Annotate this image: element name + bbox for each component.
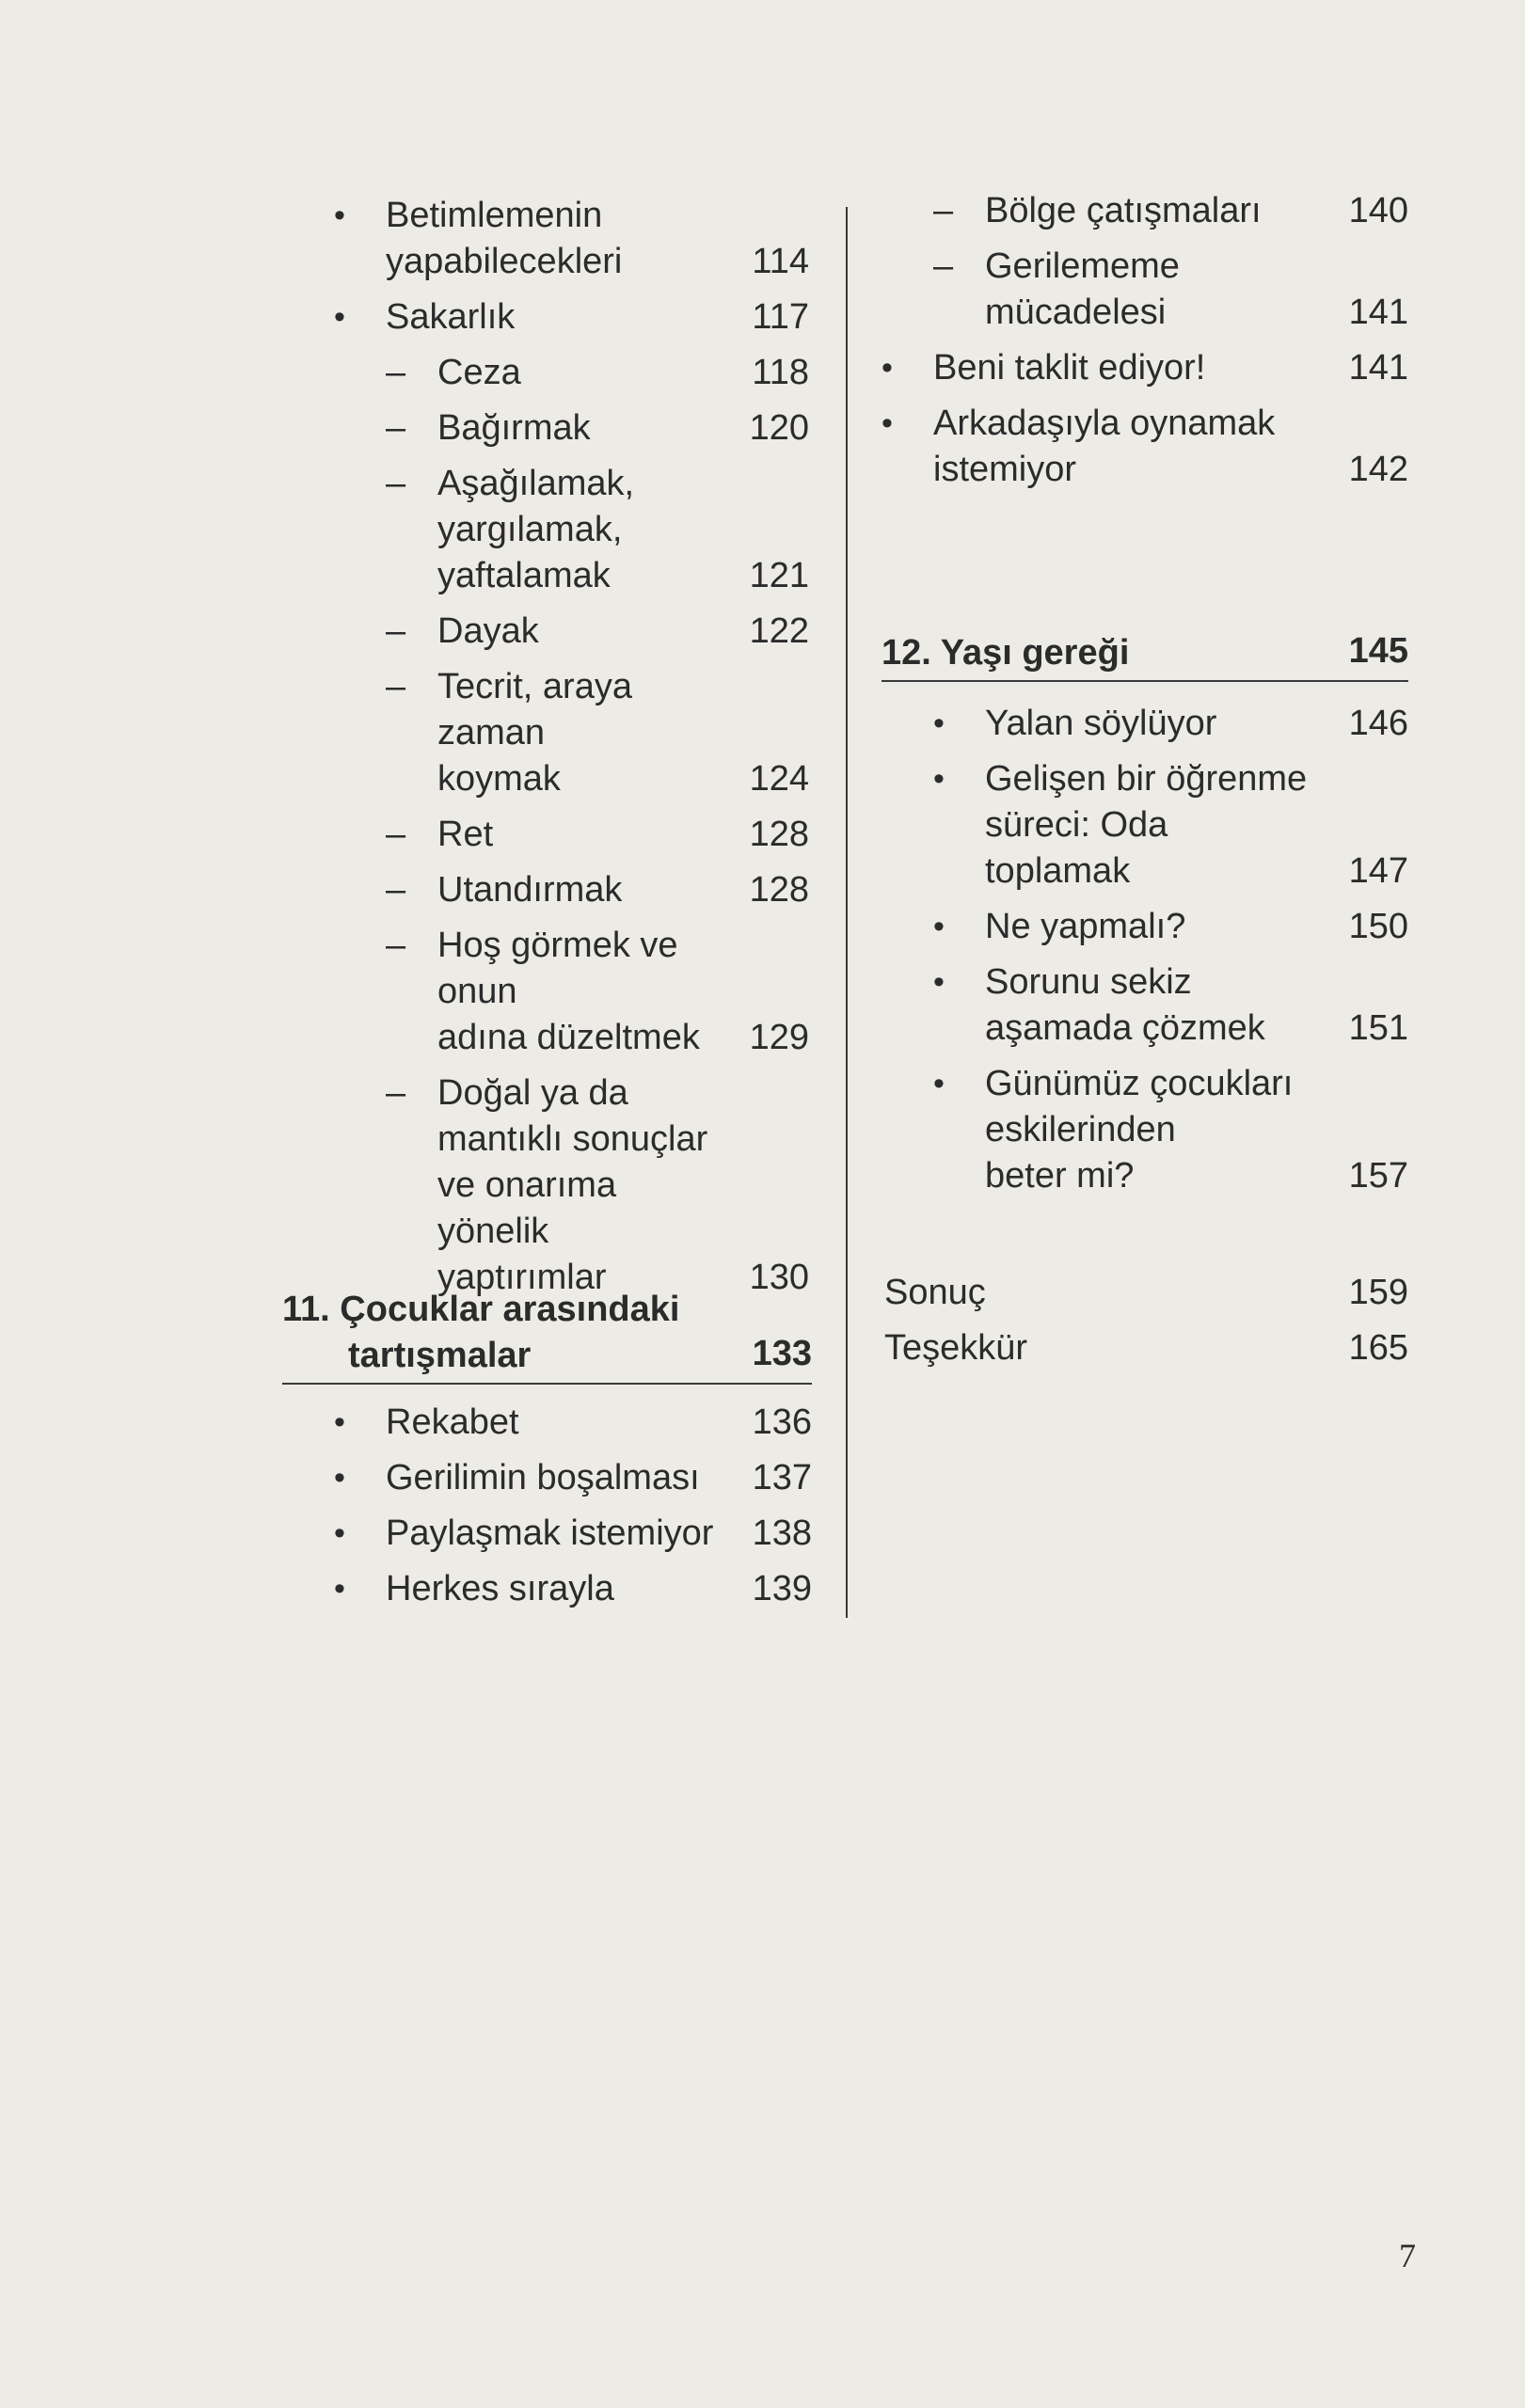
entry-line: süreci: Oda — [985, 805, 1168, 845]
page-ref: 130 — [749, 1258, 809, 1297]
entry-line: koymak — [437, 759, 561, 799]
entry-line: Ne yapmalı? — [985, 907, 1186, 946]
dash-icon: – — [933, 191, 954, 230]
toc-subentry[interactable] — [334, 405, 809, 452]
chapter-heading[interactable] — [882, 630, 1408, 682]
entry-line: ve onarıma yönelik — [437, 1165, 617, 1251]
entry-line: beter mi? — [985, 1156, 1135, 1196]
chapter-number: 11. — [282, 1290, 330, 1329]
toc-subentry[interactable] — [334, 664, 809, 802]
page-ref: 157 — [1348, 1156, 1408, 1196]
entry-line: yargılamak, — [437, 510, 623, 549]
page-ref: 128 — [749, 815, 809, 854]
bullet-icon: • — [334, 1515, 345, 1551]
bullet-icon: • — [334, 299, 345, 335]
page-ref: 118 — [752, 353, 809, 392]
page-ref: 128 — [749, 870, 809, 910]
entry-line: Teşekkür — [884, 1328, 1028, 1368]
entry-line: Tecrit, araya zaman — [437, 667, 632, 752]
chapter-title-line: Çocuklar arasındaki — [340, 1290, 680, 1329]
bullet-icon: • — [933, 1066, 945, 1101]
entry-line: Beni taklit ediyor! — [933, 348, 1206, 388]
toc-entry[interactable] — [334, 294, 809, 341]
entry-line: Betimlemenin — [386, 196, 603, 235]
bullet-icon: • — [334, 1571, 345, 1607]
toc-subentry[interactable] — [882, 188, 1408, 234]
dash-icon: – — [933, 246, 954, 286]
toc-entry[interactable] — [882, 401, 1408, 493]
chapter-12 — [882, 630, 1408, 695]
entry-line: Arkadaşıyla oynamak — [933, 404, 1276, 443]
dash-icon: – — [386, 667, 406, 706]
entry-line: yapabilecekleri — [386, 242, 623, 281]
page-ref: 121 — [749, 556, 809, 595]
page-ref: 151 — [1348, 1008, 1408, 1048]
dash-icon: – — [386, 926, 406, 965]
entry-line: mücadelesi — [985, 293, 1167, 332]
page-ref: 165 — [1348, 1328, 1408, 1368]
toc-entry[interactable] — [933, 756, 1408, 895]
entry-line: adına düzeltmek — [437, 1018, 700, 1057]
page-ref: 137 — [752, 1458, 812, 1497]
page-ref: 124 — [749, 759, 809, 799]
bullet-icon: • — [334, 1460, 345, 1496]
entry-line: Utandırmak — [437, 870, 623, 910]
toc-subentry[interactable] — [334, 812, 809, 858]
entry-line: Bölge çatışmaları — [985, 191, 1262, 230]
bullet-icon: • — [882, 350, 893, 386]
entry-line: Doğal ya da — [437, 1073, 628, 1113]
dash-icon: – — [386, 353, 406, 392]
entry-line: eskilerinden — [985, 1110, 1176, 1149]
dash-icon: – — [386, 815, 406, 854]
page-ref: 139 — [752, 1569, 812, 1608]
toc-entry[interactable] — [933, 1061, 1408, 1199]
entry-line: Ret — [437, 815, 494, 854]
toc-entry[interactable] — [334, 1511, 812, 1557]
toc-entry[interactable] — [334, 1455, 812, 1501]
bullet-icon: • — [933, 909, 945, 944]
page-ref: 141 — [1348, 293, 1408, 332]
dash-icon: – — [386, 464, 406, 503]
entry-line: Rekabet — [386, 1402, 519, 1442]
entry-line: Günümüz çocukları — [985, 1064, 1294, 1103]
bullet-icon: • — [334, 1404, 345, 1440]
chapter-11 — [282, 1287, 812, 1398]
entry-line: Gerilememe — [985, 246, 1180, 286]
entry-line: Gerilimin boşalması — [386, 1458, 700, 1497]
toc-subentry[interactable] — [334, 350, 809, 396]
page-ref: 120 — [749, 408, 809, 448]
toc-entry[interactable] — [334, 1400, 812, 1446]
bullet-icon: • — [933, 761, 945, 797]
chapter-title-line: tartışmalar — [348, 1336, 532, 1375]
toc-subentry[interactable] — [334, 867, 809, 913]
page-ref: 129 — [749, 1018, 809, 1057]
entry-line: aşamada çözmek — [985, 1008, 1265, 1048]
toc-entry[interactable] — [933, 701, 1408, 747]
page-number: 7 — [1399, 2237, 1416, 2274]
page-ref: 117 — [752, 297, 809, 337]
page-ref: 133 — [752, 1334, 812, 1373]
entry-line: Sonuç — [884, 1273, 986, 1312]
toc-entry[interactable] — [933, 904, 1408, 950]
bullet-icon: • — [882, 405, 893, 441]
chapter-number: 12. — [882, 633, 931, 673]
chapter-heading[interactable] — [282, 1287, 812, 1385]
page-ref: 142 — [1348, 450, 1408, 489]
right-column-entries — [882, 188, 1408, 493]
entry-line: yaptırımlar — [437, 1258, 607, 1297]
entry-line: Aşağılamak, — [437, 464, 635, 503]
entry-line: Bağırmak — [437, 408, 591, 448]
entry-line: mantıklı sonuçlar — [437, 1119, 708, 1159]
chapter-title-line: Yaşı gereği — [940, 633, 1130, 673]
page-ref: 146 — [1348, 704, 1408, 743]
page-ref: 145 — [1348, 631, 1408, 671]
entry-line: toplamak — [985, 851, 1131, 891]
entry-line: Dayak — [437, 611, 539, 651]
entry-line: Paylaşmak istemiyor — [386, 1513, 714, 1553]
dash-icon: – — [386, 870, 406, 910]
page-ref: 141 — [1348, 348, 1408, 388]
toc-subentry[interactable] — [882, 244, 1408, 336]
page-ref: 136 — [752, 1402, 812, 1442]
bullet-icon: • — [334, 198, 345, 233]
entry-line: istemiyor — [933, 450, 1077, 489]
page-ref: 150 — [1348, 907, 1408, 946]
page-ref: 122 — [749, 611, 809, 651]
dash-icon: – — [386, 1073, 406, 1113]
toc-subentry[interactable] — [334, 1070, 809, 1301]
toc-entry-conclusion[interactable] — [884, 1270, 1408, 1316]
toc-subentry[interactable] — [334, 461, 809, 599]
page-ref: 159 — [1348, 1273, 1408, 1312]
toc-entry[interactable] — [334, 1566, 812, 1612]
toc-entry[interactable] — [334, 193, 809, 285]
entry-line: Sakarlık — [386, 297, 516, 337]
toc-entry[interactable] — [882, 345, 1408, 391]
column-divider — [846, 207, 848, 1618]
entry-line: Yalan söylüyor — [985, 704, 1217, 743]
toc-subentry[interactable] — [334, 609, 809, 655]
entry-line: Ceza — [437, 353, 521, 392]
dash-icon: – — [386, 611, 406, 651]
entry-line: Gelişen bir öğrenme — [985, 759, 1308, 799]
toc-entry[interactable] — [933, 959, 1408, 1052]
entry-line: Herkes sırayla — [386, 1569, 614, 1608]
left-column-entries — [334, 193, 809, 1301]
entry-line: yaftalamak — [437, 556, 611, 595]
page-ref: 140 — [1348, 191, 1408, 230]
chapter-12-items — [933, 701, 1408, 1199]
entry-line: Sorunu sekiz — [985, 962, 1192, 1002]
page-ref: 138 — [752, 1513, 812, 1553]
entry-line: Hoş görmek ve onun — [437, 926, 678, 1011]
end-matter — [884, 1270, 1408, 1371]
toc-subentry[interactable] — [334, 923, 809, 1061]
bullet-icon: • — [933, 964, 945, 1000]
dash-icon: – — [386, 408, 406, 448]
toc-entry-acknowledgements[interactable] — [884, 1325, 1408, 1371]
chapter-11-items — [334, 1400, 812, 1612]
page-ref: 147 — [1348, 851, 1408, 891]
bullet-icon: • — [933, 705, 945, 741]
page-ref: 114 — [752, 242, 809, 281]
